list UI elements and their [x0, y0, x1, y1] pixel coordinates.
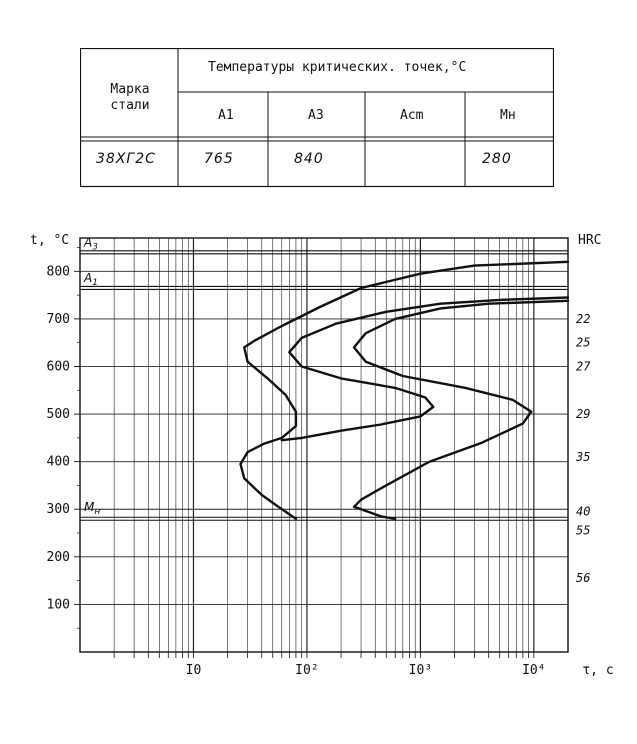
col-a3-header: A3 — [308, 108, 324, 123]
a3-value: 840 — [294, 151, 324, 167]
y-tick-label: 200 — [46, 549, 70, 565]
steel-grade-header: Марка стали — [110, 82, 150, 113]
hrc-value-label: 40 — [576, 504, 591, 519]
hrc-value-label: 29 — [576, 407, 591, 422]
hrc-value-label: 27 — [576, 359, 591, 374]
a1-line-label: $A_1$ — [84, 270, 98, 288]
y-tick-label: 500 — [46, 407, 70, 423]
mn-line-label: $M_н$ — [84, 499, 101, 517]
critical-temps-header-text: Температуры критических. точек, — [208, 60, 451, 75]
y-tick-label: 600 — [46, 359, 70, 375]
hrc-value-label: 55 — [576, 523, 591, 538]
hrc-value-label: 35 — [576, 449, 591, 464]
col-acm-header: Acm — [400, 108, 424, 123]
hrc-value-label: 56 — [576, 571, 591, 586]
a3-line-label: $A_3$ — [84, 235, 98, 253]
x-tick-label: I0² — [295, 663, 319, 678]
hrc-axis-title: HRC — [578, 233, 602, 248]
y-tick-label: 800 — [46, 264, 70, 280]
mn-value: 280 — [482, 151, 512, 167]
hrc-value-label: 25 — [576, 335, 591, 350]
x-tick-label: I0³ — [408, 663, 433, 678]
steel-grade-value: 38ХГ2С — [96, 151, 156, 167]
x-tick-label: I0 — [185, 663, 202, 678]
y-tick-label: 300 — [46, 502, 70, 518]
a1-value: 765 — [204, 151, 234, 167]
reference-lines — [80, 251, 568, 520]
x-tick-label: I0⁴ — [522, 663, 546, 678]
col-mn-header: Mн — [500, 108, 516, 123]
y-tick-label: 100 — [46, 597, 70, 613]
critical-temps-unit: °C — [450, 60, 467, 75]
hrc-value-label: 22 — [576, 311, 591, 326]
y-axis-title: t, °C — [30, 233, 70, 248]
y-tick-label: 400 — [46, 454, 70, 470]
col-a1-header: A1 — [218, 108, 234, 123]
y-tick-label: 700 — [46, 311, 70, 327]
x-axis-title: τ, с — [582, 663, 614, 678]
